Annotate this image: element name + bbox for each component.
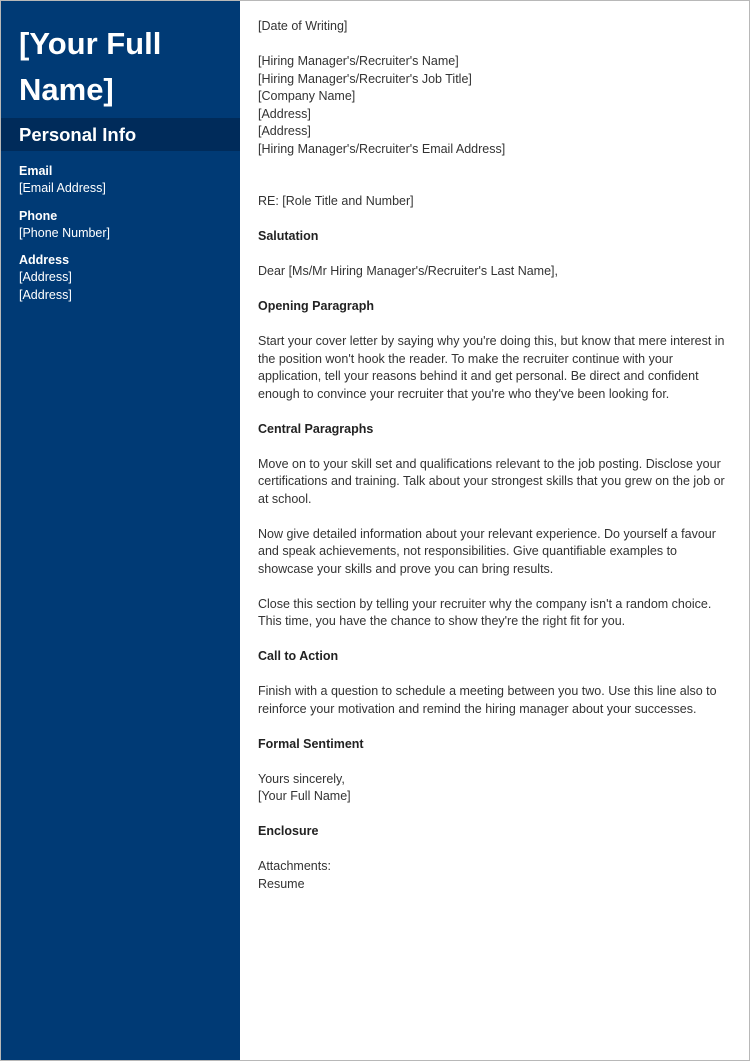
attachment-item: Resume	[258, 876, 305, 891]
salutation: Dear [Ms/Mr Hiring Manager's/Recruiter's Last Name],	[258, 264, 558, 278]
salutation-heading: Salutation	[258, 229, 319, 243]
recipient-address-1: [Address]	[258, 106, 311, 121]
central-heading: Central Paragraphs	[258, 421, 374, 436]
address-group	[19, 251, 222, 304]
recipient-name: [Hiring Manager's/Recruiter's Name]	[258, 54, 459, 68]
letter-body	[240, 1, 749, 1060]
address-line-2: [Address]	[19, 287, 72, 302]
cta-paragraph: Finish with a question to schedule a meeting between you two. Use this line also to reinforce your motivation and remind the hiring manager about your successes.	[258, 684, 717, 716]
sidebar	[1, 1, 240, 1060]
sentiment-heading: Formal Sentiment	[258, 736, 364, 751]
recipient-address-2: [Address]	[258, 124, 311, 138]
date-line: [Date of Writing]	[258, 19, 348, 33]
cta-heading: Call to Action	[258, 649, 339, 663]
enclosure-heading: Enclosure	[258, 824, 319, 838]
opening-heading: Opening Paragraph	[258, 299, 374, 313]
central-paragraph-1: Move on to your skill set and qualifications relevant to the job posting. Disclose your certifications and training. Talk about your strongest skills that you grew on the job or at school.	[258, 456, 725, 506]
email-group	[19, 151, 222, 198]
attachments-label: Attachments:	[258, 859, 331, 873]
recipient-email: [Hiring Manager's/Recruiter's Email Address]	[258, 141, 506, 156]
opening-paragraph: Start your cover letter by saying why you're doing this, but know that mere interest in the position won't hook the reader. To make the recruiter continue with your application, tell your reasons behind it and get personal. Be direct and confident enough to convince your recruiter that you're who they've been looking for.	[258, 334, 725, 401]
full-name: [Your Full Name]	[19, 26, 162, 107]
address-line-1: [Address]	[19, 270, 72, 284]
phone-group	[19, 207, 222, 243]
re-line: RE: [Role Title and Number]	[258, 194, 414, 208]
personal-info	[1, 151, 240, 304]
phone-value: [Phone Number]	[19, 225, 111, 240]
central-paragraph-2: Now give detailed information about your relevant experience. Do yourself a favour and speak achievements, not responsibilities. Give quantifiable examples to showcase your skills and prove you can bring results.	[258, 526, 716, 576]
personal-info-header: Personal Info	[1, 118, 240, 151]
address-label: Address	[19, 253, 70, 267]
phone-label: Phone	[19, 208, 58, 223]
closing-line: Yours sincerely,	[258, 771, 345, 786]
email-value: [Email Address]	[19, 181, 106, 195]
recipient-title: [Hiring Manager's/Recruiter's Job Title]	[258, 71, 472, 86]
central-paragraph-3: Close this section by telling your recruiter why the company isn't a random choice. This time, you have the chance to show they're the right fit for you.	[258, 596, 712, 628]
signature: [Your Full Name]	[258, 789, 351, 803]
email-label: Email	[19, 164, 53, 178]
company-name: [Company Name]	[258, 89, 356, 103]
